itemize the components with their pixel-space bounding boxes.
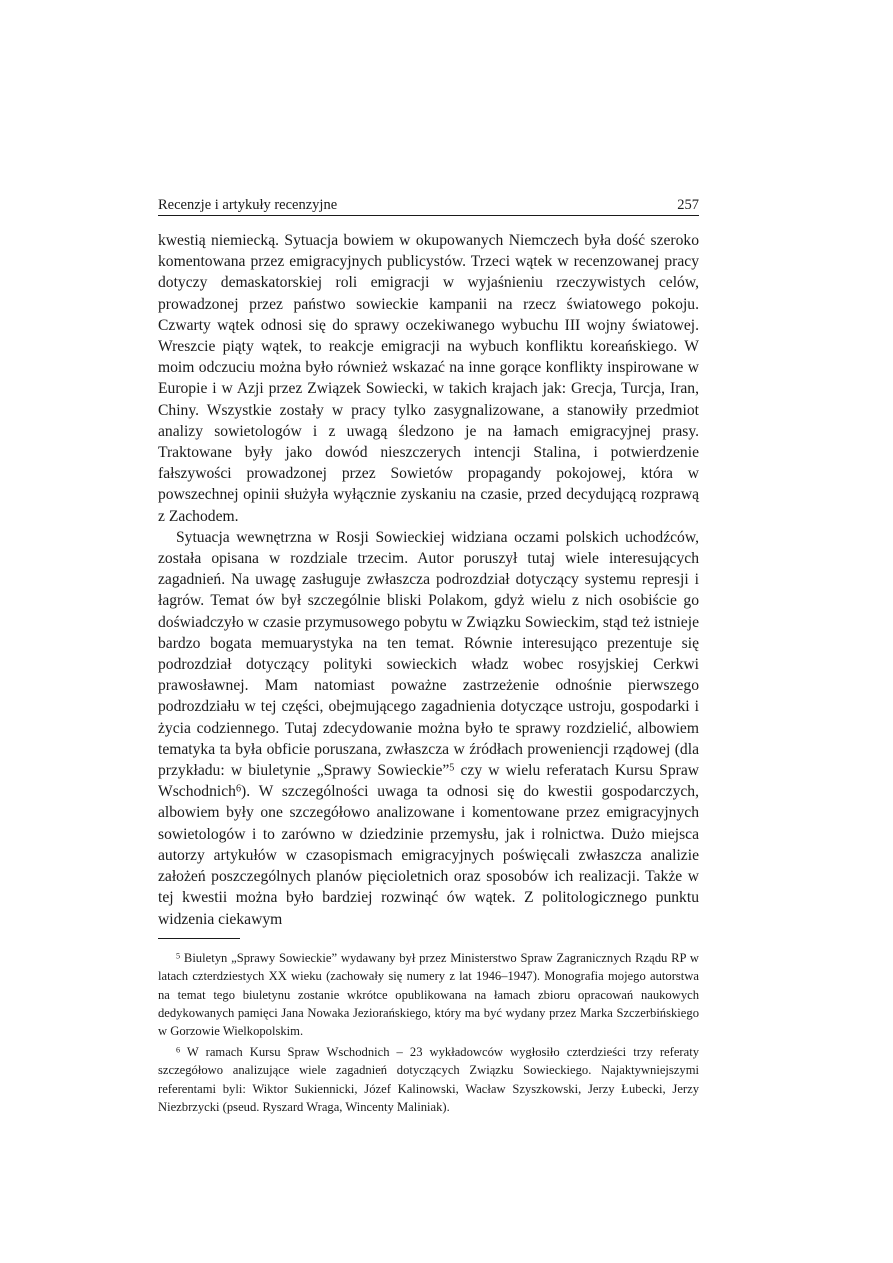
footnote-5-text: Biuletyn „Sprawy Sowieckie” wydawany był przez Ministerstwo Spraw Zagranicznych Rządu RP w latach czterdziestych XX wieku (zachowały się numery z lat 1946–1947). Monografia mojego autorstwa na temat tego biuletynu zostanie wkrótce opublikowana na łamach zbioru opracowań naukowych dedykowanych pamięci Jana Nowaka Jeziorańskiego, który ma być wydany przez Marka Szczerbińskiego w Gorzowie Wielkopolskim. (158, 950, 699, 1039)
document-page (158, 194, 699, 1118)
paragraph-2-part-1: Sytuacja wewnętrzna w Rosji Sowieckiej widziana oczami polskich uchodźców, została opisana w rozdziale trzecim. Autor poruszył tutaj wiele interesujących zagadnień. Na uwagę zasługuje zwłaszcza podrozdział dotyczący systemu represji i łagrów. Temat ów był szczególnie bliski Polakom, gdyż wielu z nich osobiście go doświadczyło w czasie przymusowego pobytu w Związku Sowieckim, stąd też istnieje bardzo bogata memuarystyka na ten temat. Równie interesująco prezentuje się podrozdział dotyczący polityki sowieckich władz wobec rosyjskiej Cerkwi prawosławnej. Mam natomiast poważne zastrzeżenie odnośnie pierwszego podrozdziału w tej części, obejmującego zagadnienia dotyczące ustroju, gospodarki i życia codziennego. Tutaj zdecydowanie można było te sprawy rozdzielić, albowiem tematyka ta była obficie poruszana, zwłaszcza w źródłach proweniencji rządowej (dla przykładu: w biuletynie „Sprawy Sowieckie” (158, 528, 699, 780)
paragraph-2-part-2: czy w wielu referatach Kursu Spraw Wschodnich (158, 762, 699, 801)
footnote-6-text: W ramach Kursu Spraw Wschodnich – 23 wykładowców wygłosiło czterdzieści trzy referaty szczegółowo analizujące wiele zagadnień dotyczących Związku Sowieckiego. Najaktywniejszymi referentami byli: Wiktor Sukiennicki, Józef Kalinowski, Wacław Szyszkowski, Jerzy Łubecki, Jerzy Niezbrzycki (pseud. Ryszard Wraga, Wincenty Maliniak). (158, 1044, 699, 1114)
footnote-ref-6: 6 (235, 783, 242, 795)
running-header (158, 194, 699, 216)
paragraph-2 (158, 527, 699, 930)
footnotes (158, 949, 699, 1117)
footnote-5-number: 5 (176, 951, 181, 961)
paragraph-2-part-3: ). W szczególności uwaga ta odnosi się do kwestii gospodarczych, albowiem były one szczegółowo analizowane i komentowane przez emigracyjnych sowietologów i to zarówno w dziedzinie przemysłu, jak i rolnictwa. Dużo miejsca autorzy artykułów w czasopismach emigracyjnych poświęcali zwłaszcza analizie założeń poszczególnych planów pięcioletnich oraz sposobów ich realizacji. Także w tej kwestii można było bardziej rozwinąć ów wątek. Z politologicznego punktu widzenia ciekawym (158, 783, 699, 928)
running-title: Recenzje i artykuły recenzyjne (158, 197, 338, 213)
paragraph-1: kwestią niemiecką. Sytuacja bowiem w okupowanych Niemczech była dość szeroko komentowana przez emigracyjnych publicystów. Trzeci wątek w recenzowanej pracy dotyczy demaskatorskiej roli emigracji w wyjaśnieniu rzeczywistych celów, prowadzonej przez państwo sowieckie kampanii na rzecz światowego pokoju. Czwarty wątek odnosi się do sprawy oczekiwanego wybuchu III wojny światowej. Wreszcie piąty wątek, to reakcje emigracji na wybuch konfliktu koreańskiego. W moim odczuciu można było również wskazać na inne gorące konflikty inspirowane w Europie i w Azji przez Związek Sowiecki, w takich krajach jak: Grecja, Turcja, Iran, Chiny. Wszystkie zostały w pracy tylko zasygnalizowane, a stanowiły przedmiot analizy sowietologów i z uwagą śledzono je na łamach emigracyjnej prasy. Traktowane były jako dowód nieszczerych intencji Stalina, i potwierdzenie fałszywości prowadzonej przez Sowietów propagandy pokojowej, która w powszechnej opinii służyła wyłącznie zyskaniu na czasie, przed decydującą rozprawą z Zachodem. (158, 232, 699, 525)
body-text (158, 230, 699, 930)
page-number: 257 (677, 197, 699, 213)
footnote-6-number: 6 (176, 1045, 181, 1055)
footnote-ref-5: 5 (449, 762, 455, 774)
footnote-5 (158, 949, 699, 1041)
footnote-6 (158, 1043, 699, 1117)
footnote-separator (158, 938, 240, 939)
